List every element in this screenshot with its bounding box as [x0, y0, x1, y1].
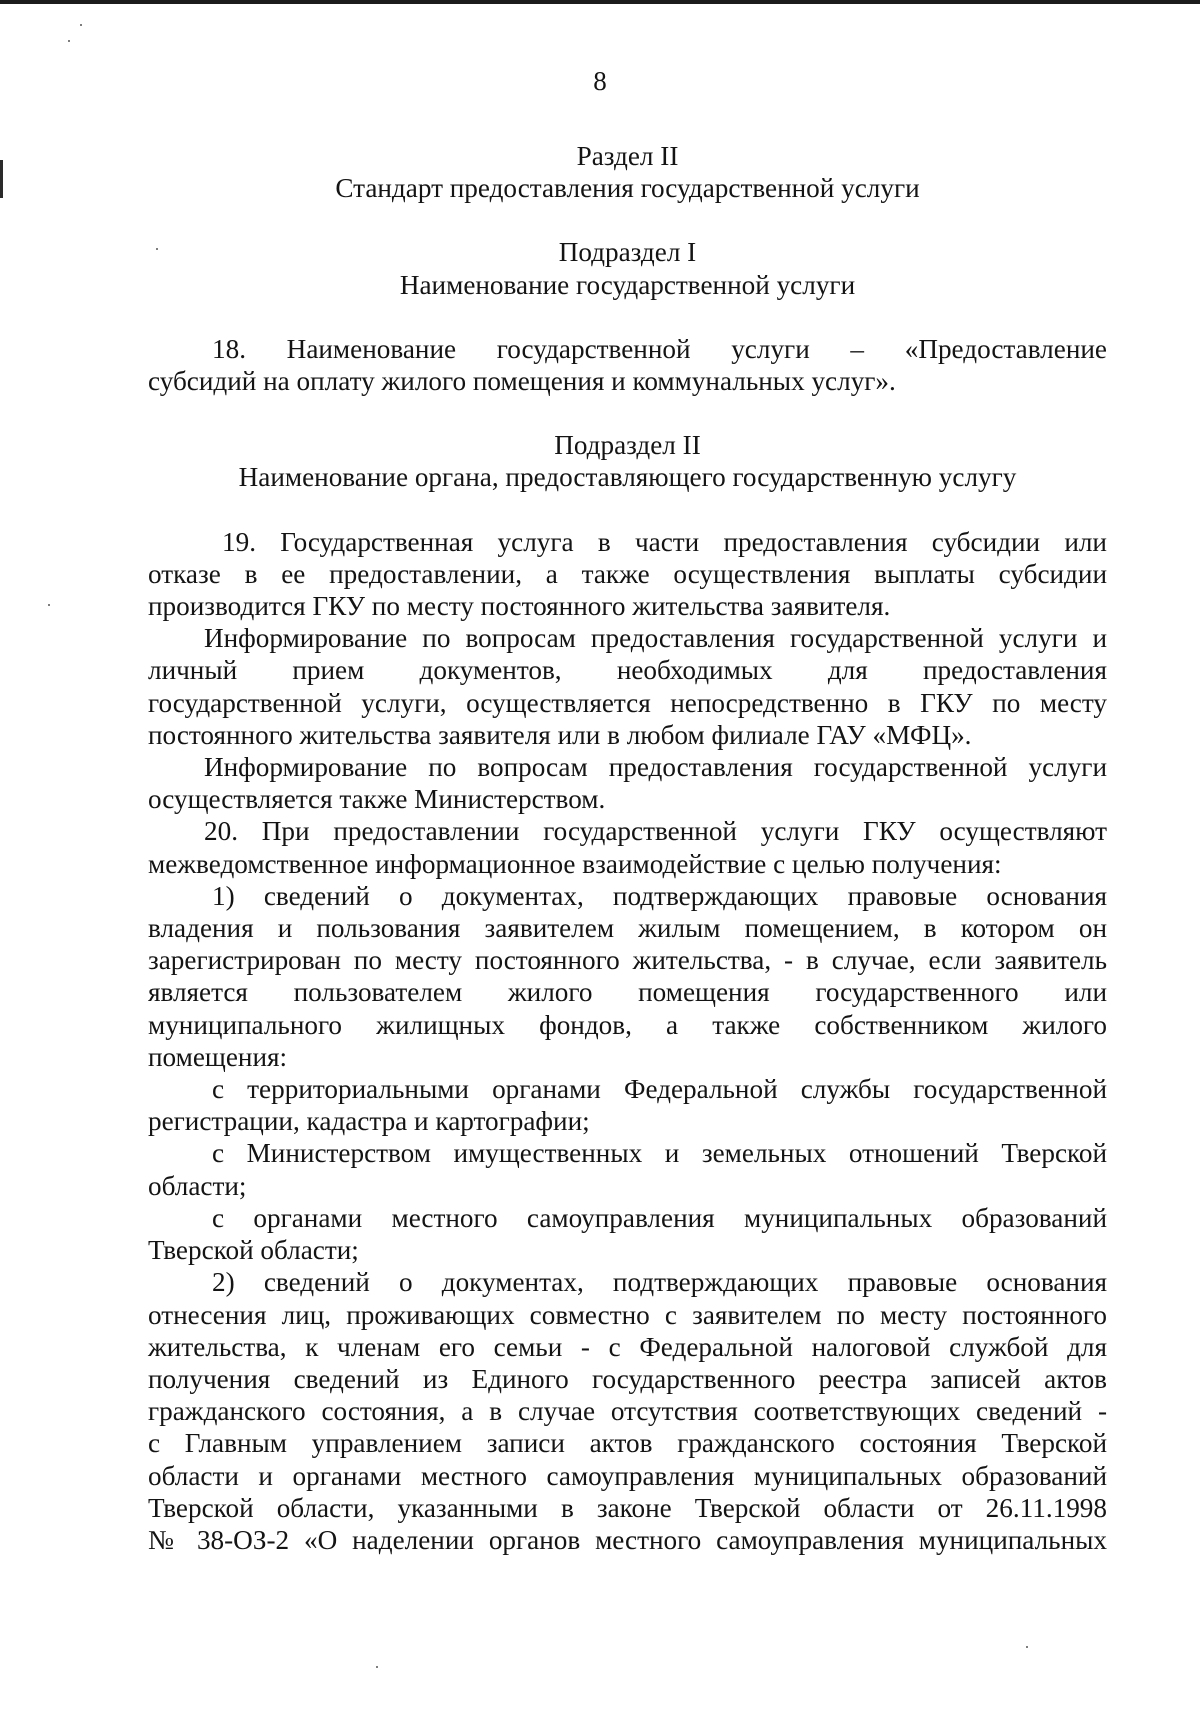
paragraph-line: является пользователем жилого помещения государственного или	[148, 977, 1107, 1008]
paragraph-line: производится ГКУ по месту постоянного жительства заявителя.	[148, 591, 891, 622]
scan-speck	[80, 24, 82, 26]
interaction-rosreestr	[148, 1073, 1107, 1137]
paragraph-line: № 38-ОЗ-2 «О наделении органов местного самоуправления муниципальных	[148, 1524, 1107, 1555]
paragraph-line: с территориальными органами Федеральной службы государственной	[212, 1074, 1107, 1105]
paragraph-18	[148, 333, 1107, 397]
paragraph-line: регистрации, кадастра и картографии;	[148, 1106, 590, 1137]
paragraph-line: 18. Наименование государственной услуги – «Предоставление	[212, 333, 1107, 364]
section-title: Раздел II	[576, 141, 679, 171]
page-number: 8	[593, 66, 607, 96]
scan-speck	[48, 604, 50, 606]
paragraph-line: получения сведений из Единого государственного реестра записей актов	[148, 1363, 1107, 1394]
paragraph-line: гражданского состояния, а в случае отсутствия соответствующих сведений -	[148, 1396, 1107, 1427]
paragraph-informing-1	[148, 622, 1107, 751]
list-item-2	[148, 1266, 1107, 1556]
paragraph-line: государственной услуги, осуществляется непосредственно в ГКУ по месту	[148, 687, 1107, 718]
paragraph-line: постоянного жительства заявителя или в любом филиале ГАУ «МФЦ».	[148, 719, 972, 750]
paragraph-line: Информирование по вопросам предоставления государственной услуги и	[204, 623, 1107, 654]
paragraph-line: зарегистрирован по месту постоянного жительства, - в случае, если заявитель	[148, 945, 1107, 976]
paragraph-line: владения и пользования заявителем жилым помещением, в котором он	[148, 913, 1107, 944]
paragraph-line: 19. Государственная услуга в части предоставления субсидии или	[222, 526, 1107, 557]
paragraph-line: с Главным управлением записи актов гражданского состояния Тверской	[148, 1428, 1107, 1459]
interaction-local-government	[148, 1202, 1107, 1266]
paragraph-line: 1) сведений о документах, подтверждающих правовые основания	[212, 880, 1107, 911]
subsection-1-title: Подраздел I	[558, 237, 697, 268]
paragraph-line: Тверской области;	[148, 1235, 359, 1266]
paragraph-line: отнесения лиц, проживающих совместно с заявителем по месту постоянного	[148, 1299, 1107, 1330]
paragraph-line: области;	[148, 1170, 247, 1201]
paragraph-line: с органами местного самоуправления муниципальных образований	[212, 1202, 1107, 1233]
paragraph-informing-2	[148, 751, 1107, 815]
paragraph-line: Информирование по вопросам предоставления государственной услуги	[204, 752, 1107, 783]
scan-speck	[1026, 1646, 1028, 1648]
paragraph-line: отказе в ее предоставлении, а также осуществления выплаты субсидии	[148, 558, 1107, 589]
paragraph-line: личный прием документов, необходимых для предоставления	[148, 655, 1107, 686]
scan-left-mark	[0, 160, 3, 198]
scan-speck	[68, 40, 70, 42]
paragraph-line: области и органами местного самоуправления муниципальных образований	[148, 1460, 1107, 1491]
scan-speck	[376, 1666, 378, 1668]
subsection-2-title: Подраздел II	[554, 430, 701, 461]
list-item-1	[148, 880, 1107, 1073]
subsection-1-subtitle: Наименование государственной услуги	[399, 269, 856, 300]
interaction-ministry	[148, 1137, 1107, 1201]
section-subtitle: Стандарт предоставления государственной услуги	[335, 173, 920, 204]
paragraph-20	[148, 815, 1107, 879]
paragraph-line: Тверской области, указанными в законе Тверской области от 26.11.1998	[148, 1492, 1107, 1523]
paragraph-line: 2) сведений о документах, подтверждающих правовые основания	[212, 1267, 1107, 1298]
paragraph-line: муниципального жилищных фондов, а также собственником жилого	[148, 1009, 1107, 1040]
paragraph-line: жительства, к членам его семьи - с Федеральной налоговой службой для	[148, 1331, 1107, 1362]
paragraph-line: с Министерством имущественных и земельных отношений Тверской	[212, 1138, 1107, 1169]
paragraph-line: межведомственное информационное взаимодействие с целью получения:	[148, 848, 1002, 879]
paragraph-line: 20. При предоставлении государственной услуги ГКУ осуществляют	[204, 816, 1107, 847]
paragraph-line: осуществляется также Министерством.	[148, 784, 606, 815]
paragraph-line: помещения:	[148, 1041, 288, 1072]
paragraph-line: субсидий на оплату жилого помещения и коммунальных услуг».	[148, 366, 896, 397]
document-body	[148, 140, 1107, 1556]
scan-top-edge	[0, 0, 1200, 4]
paragraph-19	[148, 526, 1107, 623]
subsection-2-subtitle: Наименование органа, предоставляющего государственную услугу	[238, 462, 1017, 493]
